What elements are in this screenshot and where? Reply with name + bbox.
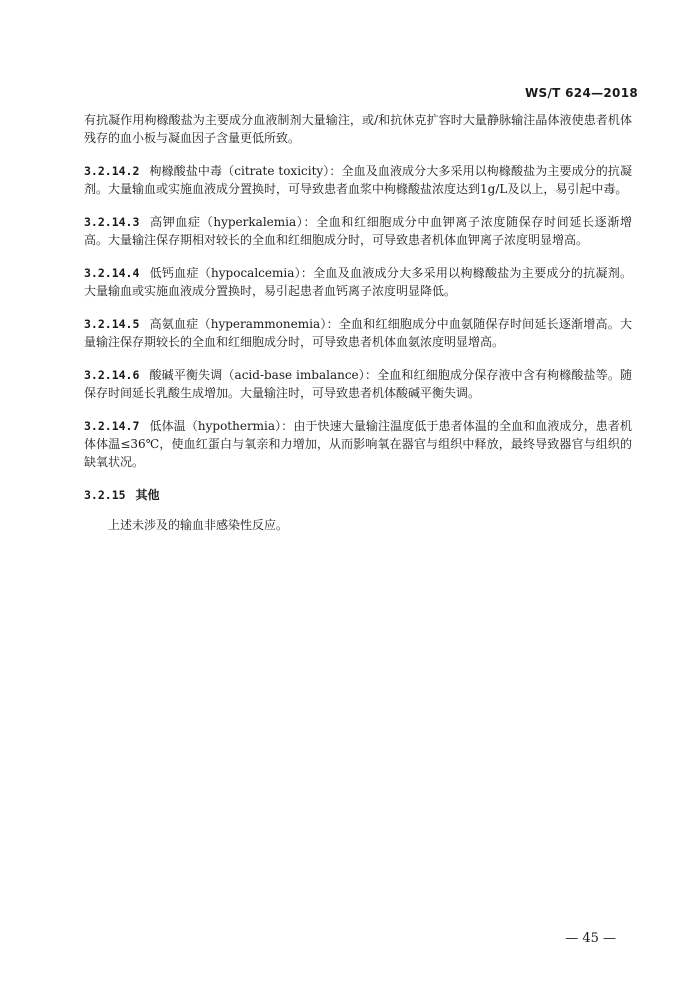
clause-3-2-14-7 [84,417,632,471]
clause-text: 高氨血症（hyperammonemia）：全血和红细胞成分中血氨随保存时间延长逐渐增高。大量输注保存期较长的全血和红细胞成分时，可导致患者机体血氨浓度明显增高。 [84,317,632,349]
section-text: 上述未涉及的输血非感染性反应。 [108,518,289,532]
clause-number: 3.2.14.6 [84,368,140,382]
clause-text: 枸橼酸盐中毒（citrate toxicity）：全血及血液成分大多采用以枸橼酸盐为主要成分的抗凝剂。大量输血或实施血液成分置换时，可导致患者血浆中枸橼酸盐浓度达到1g/L及以上，易引起中毒。 [84,164,632,196]
section-number: 3.2.15 [84,488,126,502]
clause-text: 低体温（hypothermia）：由于快速大量输注温度低于患者体温的全血和血液成分，患者机体体温≤36℃，使血红蛋白与氧亲和力增加，从而影响氧在器官与组织中释放，最终导致器官与组织的缺氧状况。 [84,419,632,469]
document-code: WS/T 624—2018 [525,86,638,100]
clause-3-2-14-5 [84,315,632,351]
clause-text: 低钙血症（hypocalcemia）：全血及血液成分大多采用以枸橼酸盐为主要成分的抗凝剂。大量输血或实施血液成分置换时，易引起患者血钙离子浓度明显降低。 [84,266,632,298]
paragraph-text: 有抗凝作用枸橼酸盐为主要成分血液制剂大量输注，或/和抗休克扩容时大量静脉输注晶体液使患者机体残存的血小板与凝血因子含量更低所致。 [84,113,632,145]
clause-3-2-14-2 [84,162,632,198]
clause-3-2-14-3 [84,213,632,249]
clause-3-2-14-6 [84,366,632,402]
clause-number: 3.2.14.2 [84,164,140,178]
clause-number: 3.2.14.4 [84,266,140,280]
page-number: — 45 — [565,931,616,946]
section-title: 其他 [135,488,160,502]
clause-text: 高钾血症（hyperkalemia）：全血和红细胞成分中血钾离子浓度随保存时间延长逐渐增高。大量输注保存期相对较长的全血和红细胞成分时，可导致患者机体血钾离子浓度明显增高。 [84,215,632,247]
section-heading [84,486,632,504]
clause-number: 3.2.14.3 [84,215,140,229]
paragraph-continuation [84,111,632,147]
clause-number: 3.2.14.5 [84,317,140,331]
document-body [84,111,632,534]
clause-3-2-14-4 [84,264,632,300]
clause-text: 酸碱平衡失调（acid-base imbalance）：全血和红细胞成分保存液中含有枸橼酸盐等。随保存时间延长乳酸生成增加。大量输注时，可导致患者机体酸碱平衡失调。 [84,368,632,400]
clause-number: 3.2.14.7 [84,419,140,433]
